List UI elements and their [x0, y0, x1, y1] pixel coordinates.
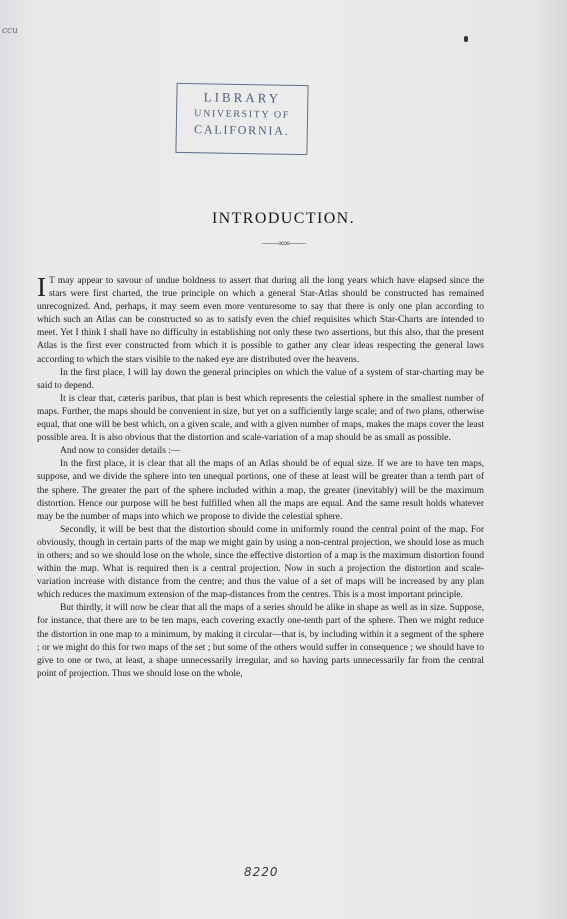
library-stamp [175, 83, 308, 155]
paragraph-7: But thirdly, it will now be clear that all the maps of a series should be alike in shape as well as in size. Suppose, for instance, that there are to be ten maps, each covering exactly one-tenth part of the sphere. Then we might reduce the distortion in one map to a minimum, by making it circular—that is, by including within it a segment of the sphere ; or we might do this for two maps of the set ; but some of the others would suffer in consequence ; we should have to give to one or two, at least, a shape unnecessarily irregular, and so having parts unnecessarily far from the central point of projection. Thus we should lose on the whole, [37, 603, 484, 679]
paragraph-1 [37, 272, 484, 367]
paragraph-6: Secondly, it will be best that the distortion should come in uniformly round the central point of the map. For obviously, though in certain parts of the map we might gain by using a non-central projection, we should lose as much in others; and so we should lose on the whole, since the effective distortion of a map is the maximum distortion found within the map. What is required then is a central projection. Now in such a projection the distortion and scale-variation increase with distance from the centre; and thus the value of a set of maps will be increased by any plan which reduces the maximum extension of the map-distances from the centres. This is a most important principle. [37, 524, 484, 601]
page-title: INTRODUCTION. [211, 210, 356, 227]
margin-annotation: ccu [2, 26, 18, 36]
stamp-line-library: LIBRARY [203, 89, 282, 106]
ink-mark [464, 36, 468, 42]
title-ornament: ——∞∞—— [262, 238, 305, 248]
paragraph-4: And now to consider details :— [60, 446, 181, 457]
drop-cap: I [37, 272, 46, 302]
paragraph-2: In the first place, I will lay down the general principles on which the value of a system of star-charting may be said to depend. [37, 367, 484, 391]
paragraph-3: It is clear that, cæteris paribus, that plan is best which represents the celestial sphere in the smallest number of maps. Further, the maps should be convenient in size, but yet on a sufficiently large scale; and of two plans, otherwise equal, that one will be best which, on a given scale, and with a given number of maps, makes the maps cover the least possible area. It is also obvious that the distortion and scale-variation of a map should be as small as possible. [37, 393, 484, 444]
stamp-line-california: CALIFORNIA. [193, 122, 290, 138]
paragraph-5: In the first place, it is clear that all the maps of an Atlas should be of equal size. If we are to have ten maps, suppose, and we divide the sphere into ten unequal portions, one of these at least will be greater than a tenth part of the sphere. The greater the part of the sphere included within a map, the greater (inevitably) will be the maximum distortion. Hence our purpose will be best fulfilled when all the maps are equal. And the same result holds whatever may be the number of maps into which we propose to divide the celestial sphere. [37, 459, 484, 522]
stamp-line-university: UNIVERSITY OF [194, 108, 291, 121]
paragraph-1-text: T may appear to savour of undue boldness to assert that during all the long years which have elapsed since the stars were first charted, the true principle on which a general Star-Atlas should be constructed has remained unrecognized. And, perhaps, it may seem even more venturesome to say that there is only one plan according to which such an Atlas can be constructed so as to satisfy even the chief requisites which Star-Charts are intended to meet. Yet I think I shall have no difficulty in establishing not only these two assertions, but this also, that the present Atlas is the first ever constructed from which it is possible to gather any clear ideas respecting the general laws according to which the stars visible to the naked eye are distributed over the heavens. [37, 276, 484, 365]
body-text [37, 272, 484, 681]
handwritten-folio-number: 8220 [244, 865, 279, 879]
